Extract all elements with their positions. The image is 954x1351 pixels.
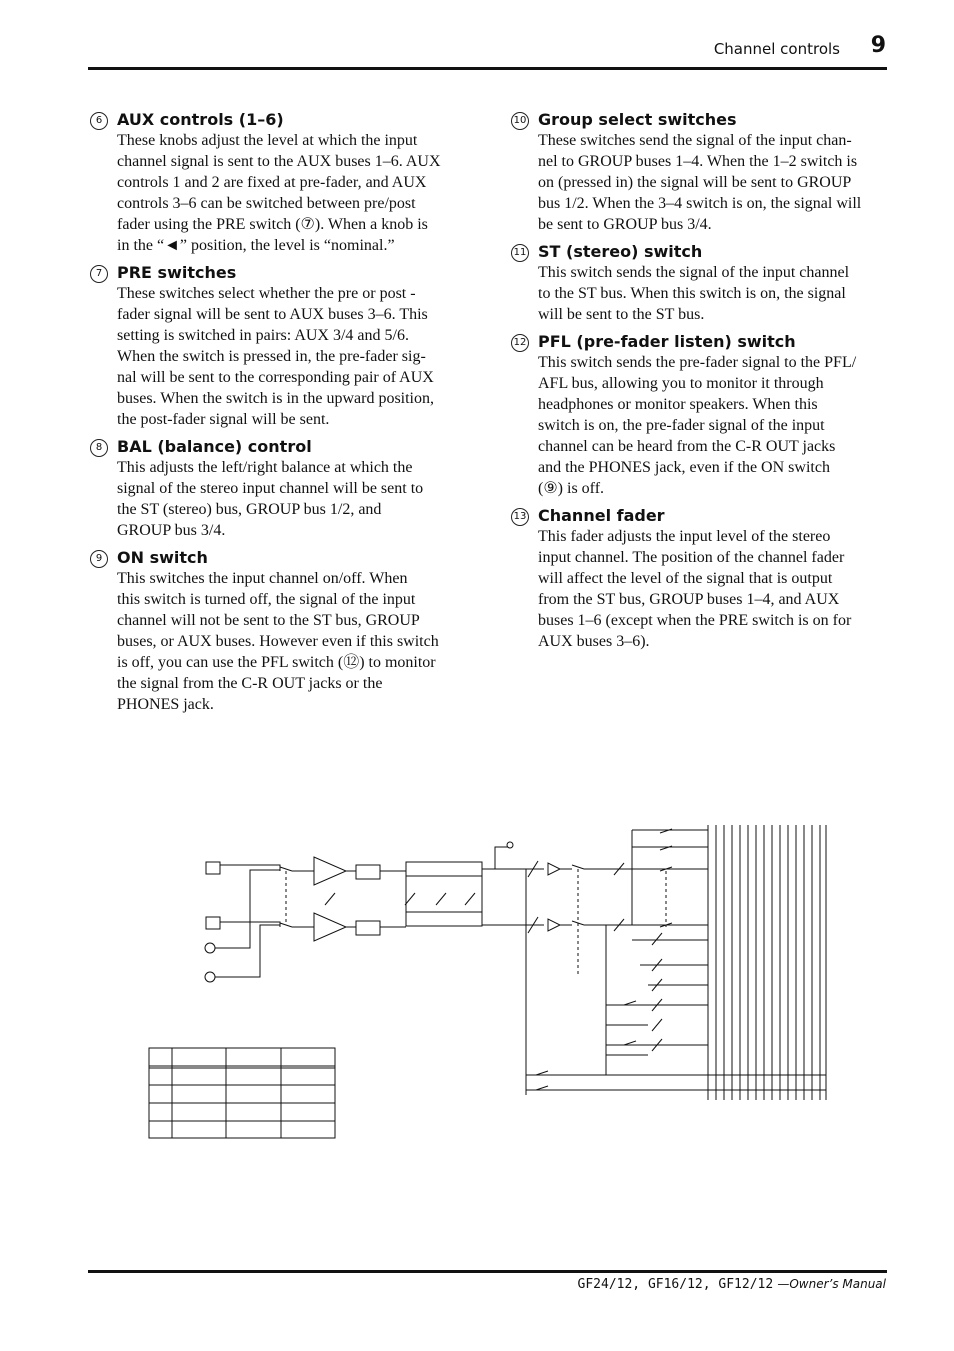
- amp-r: [314, 913, 346, 941]
- text-line: channel will not be sent to the ST bus, GROUP: [117, 612, 420, 629]
- text-line: in the “◄” position, the level is “nominal.”: [117, 237, 395, 254]
- buffer-r: [548, 919, 560, 931]
- item-heading: BAL (balance) control: [117, 437, 312, 456]
- item-number-badge: 9: [90, 550, 108, 568]
- item-heading: ON switch: [117, 548, 208, 567]
- item-number-badge: 7: [90, 265, 108, 283]
- section-title: Channel controls: [713, 40, 840, 58]
- footer: [578, 1277, 886, 1292]
- item-number-badge: 12: [511, 334, 529, 352]
- item-number-badge: 13: [511, 508, 529, 526]
- rca-jack-r: [205, 972, 215, 982]
- list-item: [509, 241, 889, 325]
- text-line: will be sent to the ST bus.: [538, 306, 705, 323]
- page-number: 9: [870, 33, 886, 58]
- text-line: AUX buses 3–6).: [538, 633, 650, 650]
- item-description: [538, 262, 889, 325]
- text-line: This switch sends the signal of the input channel: [538, 264, 850, 281]
- list-item: [88, 109, 466, 256]
- filter-l: [356, 865, 380, 879]
- input-jack-r: [206, 917, 220, 929]
- text-line: to the ST bus. When this switch is on, the signal: [538, 285, 846, 302]
- item-description: [117, 130, 466, 256]
- amp-l: [314, 857, 346, 885]
- text-line: channel signal is sent to the AUX buses 1–6. AUX: [117, 153, 441, 170]
- list-item: [509, 331, 889, 499]
- text-line: controls 3–6 can be switched between pre/post: [117, 195, 416, 212]
- text-line: nal will be sent to the corresponding pair of AUX: [117, 369, 434, 386]
- list-item: [88, 262, 466, 430]
- text-line: buses. When the switch is in the upward position,: [117, 390, 434, 407]
- manual-title: —Owner’s Manual: [777, 1277, 886, 1291]
- item-description: [538, 526, 889, 652]
- text-line: the ST (stereo) bus, GROUP bus 1/2, and: [117, 501, 382, 518]
- left-column: [88, 109, 466, 721]
- item-number-badge: 8: [90, 439, 108, 457]
- text-line: the signal from the C-R OUT jacks or the: [117, 675, 383, 692]
- text-line: and the PHONES jack, even if the ON switch: [538, 459, 830, 476]
- rca-jack-l: [205, 943, 215, 953]
- text-line: channel can be heard from the C-R OUT jacks: [538, 438, 836, 455]
- right-column: [509, 109, 889, 658]
- text-line: These switches select whether the pre or post -: [117, 285, 416, 302]
- text-line: bus 1/2. When the 3–4 switch is on, the signal will: [538, 195, 862, 212]
- model-names: GF24/12, GF16/12, GF12/12: [577, 1277, 774, 1292]
- text-line: on (pressed in) the signal will be sent to GROUP: [538, 174, 852, 191]
- item-heading: AUX controls (1–6): [117, 110, 284, 129]
- item-number-badge: 6: [90, 112, 108, 130]
- text-line: This switch sends the pre-fader signal to the PFL/: [538, 354, 857, 371]
- insert-jack: [507, 842, 513, 848]
- text-line: This fader adjusts the input level of the stereo: [538, 528, 831, 545]
- text-line: the post-fader signal will be sent.: [117, 411, 330, 428]
- text-line: buses, or AUX buses. However even if this switch: [117, 633, 439, 650]
- item-number-badge: 11: [511, 244, 529, 262]
- list-item: [88, 547, 466, 715]
- text-line: controls 1 and 2 are fixed at pre-fader, and AUX: [117, 174, 427, 191]
- list-item: [88, 436, 466, 541]
- text-line: switch is on, the pre-fader signal of the input: [538, 417, 825, 434]
- text-line: input channel. The position of the channel fader: [538, 549, 845, 566]
- item-heading: Channel fader: [538, 506, 665, 525]
- text-line: fader signal will be sent to AUX buses 3–6. This: [117, 306, 428, 323]
- text-line: These switches send the signal of the input chan-: [538, 132, 852, 149]
- text-line: setting is switched in pairs: AUX 3/4 and 5/6.: [117, 327, 409, 344]
- text-line: from the ST bus, GROUP buses 1–4, and AUX: [538, 591, 840, 608]
- text-line: When the switch is pressed in, the pre-fader sig-: [117, 348, 426, 365]
- eq-block: [406, 862, 482, 926]
- text-line: is off, you can use the PFL switch (⑫) to monitor: [117, 654, 436, 671]
- footer-rule: [88, 1270, 887, 1273]
- buffer-l: [548, 863, 560, 875]
- text-line: This switches the input channel on/off. When: [117, 570, 408, 587]
- text-line: PHONES jack.: [117, 696, 214, 713]
- input-jack-l: [206, 862, 220, 874]
- list-item: [509, 505, 889, 652]
- block-diagram: [140, 815, 840, 1145]
- text-line: This adjusts the left/right balance at which the: [117, 459, 413, 476]
- item-description: [117, 283, 466, 430]
- text-line: fader using the PRE switch (⑦). When a knob is: [117, 216, 428, 233]
- list-item: [509, 109, 889, 235]
- item-description: [117, 457, 466, 541]
- item-description: [538, 352, 889, 499]
- filter-r: [356, 921, 380, 935]
- item-heading: ST (stereo) switch: [538, 242, 703, 261]
- text-line: will affect the level of the signal that is output: [538, 570, 833, 587]
- text-line: (⑨) is off.: [538, 480, 605, 497]
- text-line: AFL bus, allowing you to monitor it through: [538, 375, 824, 392]
- text-line: be sent to GROUP bus 3/4.: [538, 216, 712, 233]
- text-line: this switch is turned off, the signal of the input: [117, 591, 416, 608]
- item-description: [117, 568, 466, 715]
- text-line: signal of the stereo input channel will be sent to: [117, 480, 424, 497]
- text-line: nel to GROUP buses 1–4. When the 1–2 switch is: [538, 153, 858, 170]
- text-line: buses 1–6 (except when the PRE switch is on for: [538, 612, 852, 629]
- item-description: [538, 130, 889, 235]
- item-heading: PFL (pre-fader listen) switch: [538, 332, 796, 351]
- text-line: GROUP bus 3/4.: [117, 522, 226, 539]
- header-rule: [88, 67, 887, 70]
- item-heading: PRE switches: [117, 263, 237, 282]
- signal-table: [149, 1048, 335, 1138]
- text-line: headphones or monitor speakers. When this: [538, 396, 818, 413]
- text-line: These knobs adjust the level at which the input: [117, 132, 418, 149]
- item-number-badge: 10: [511, 112, 529, 130]
- item-heading: Group select switches: [538, 110, 737, 129]
